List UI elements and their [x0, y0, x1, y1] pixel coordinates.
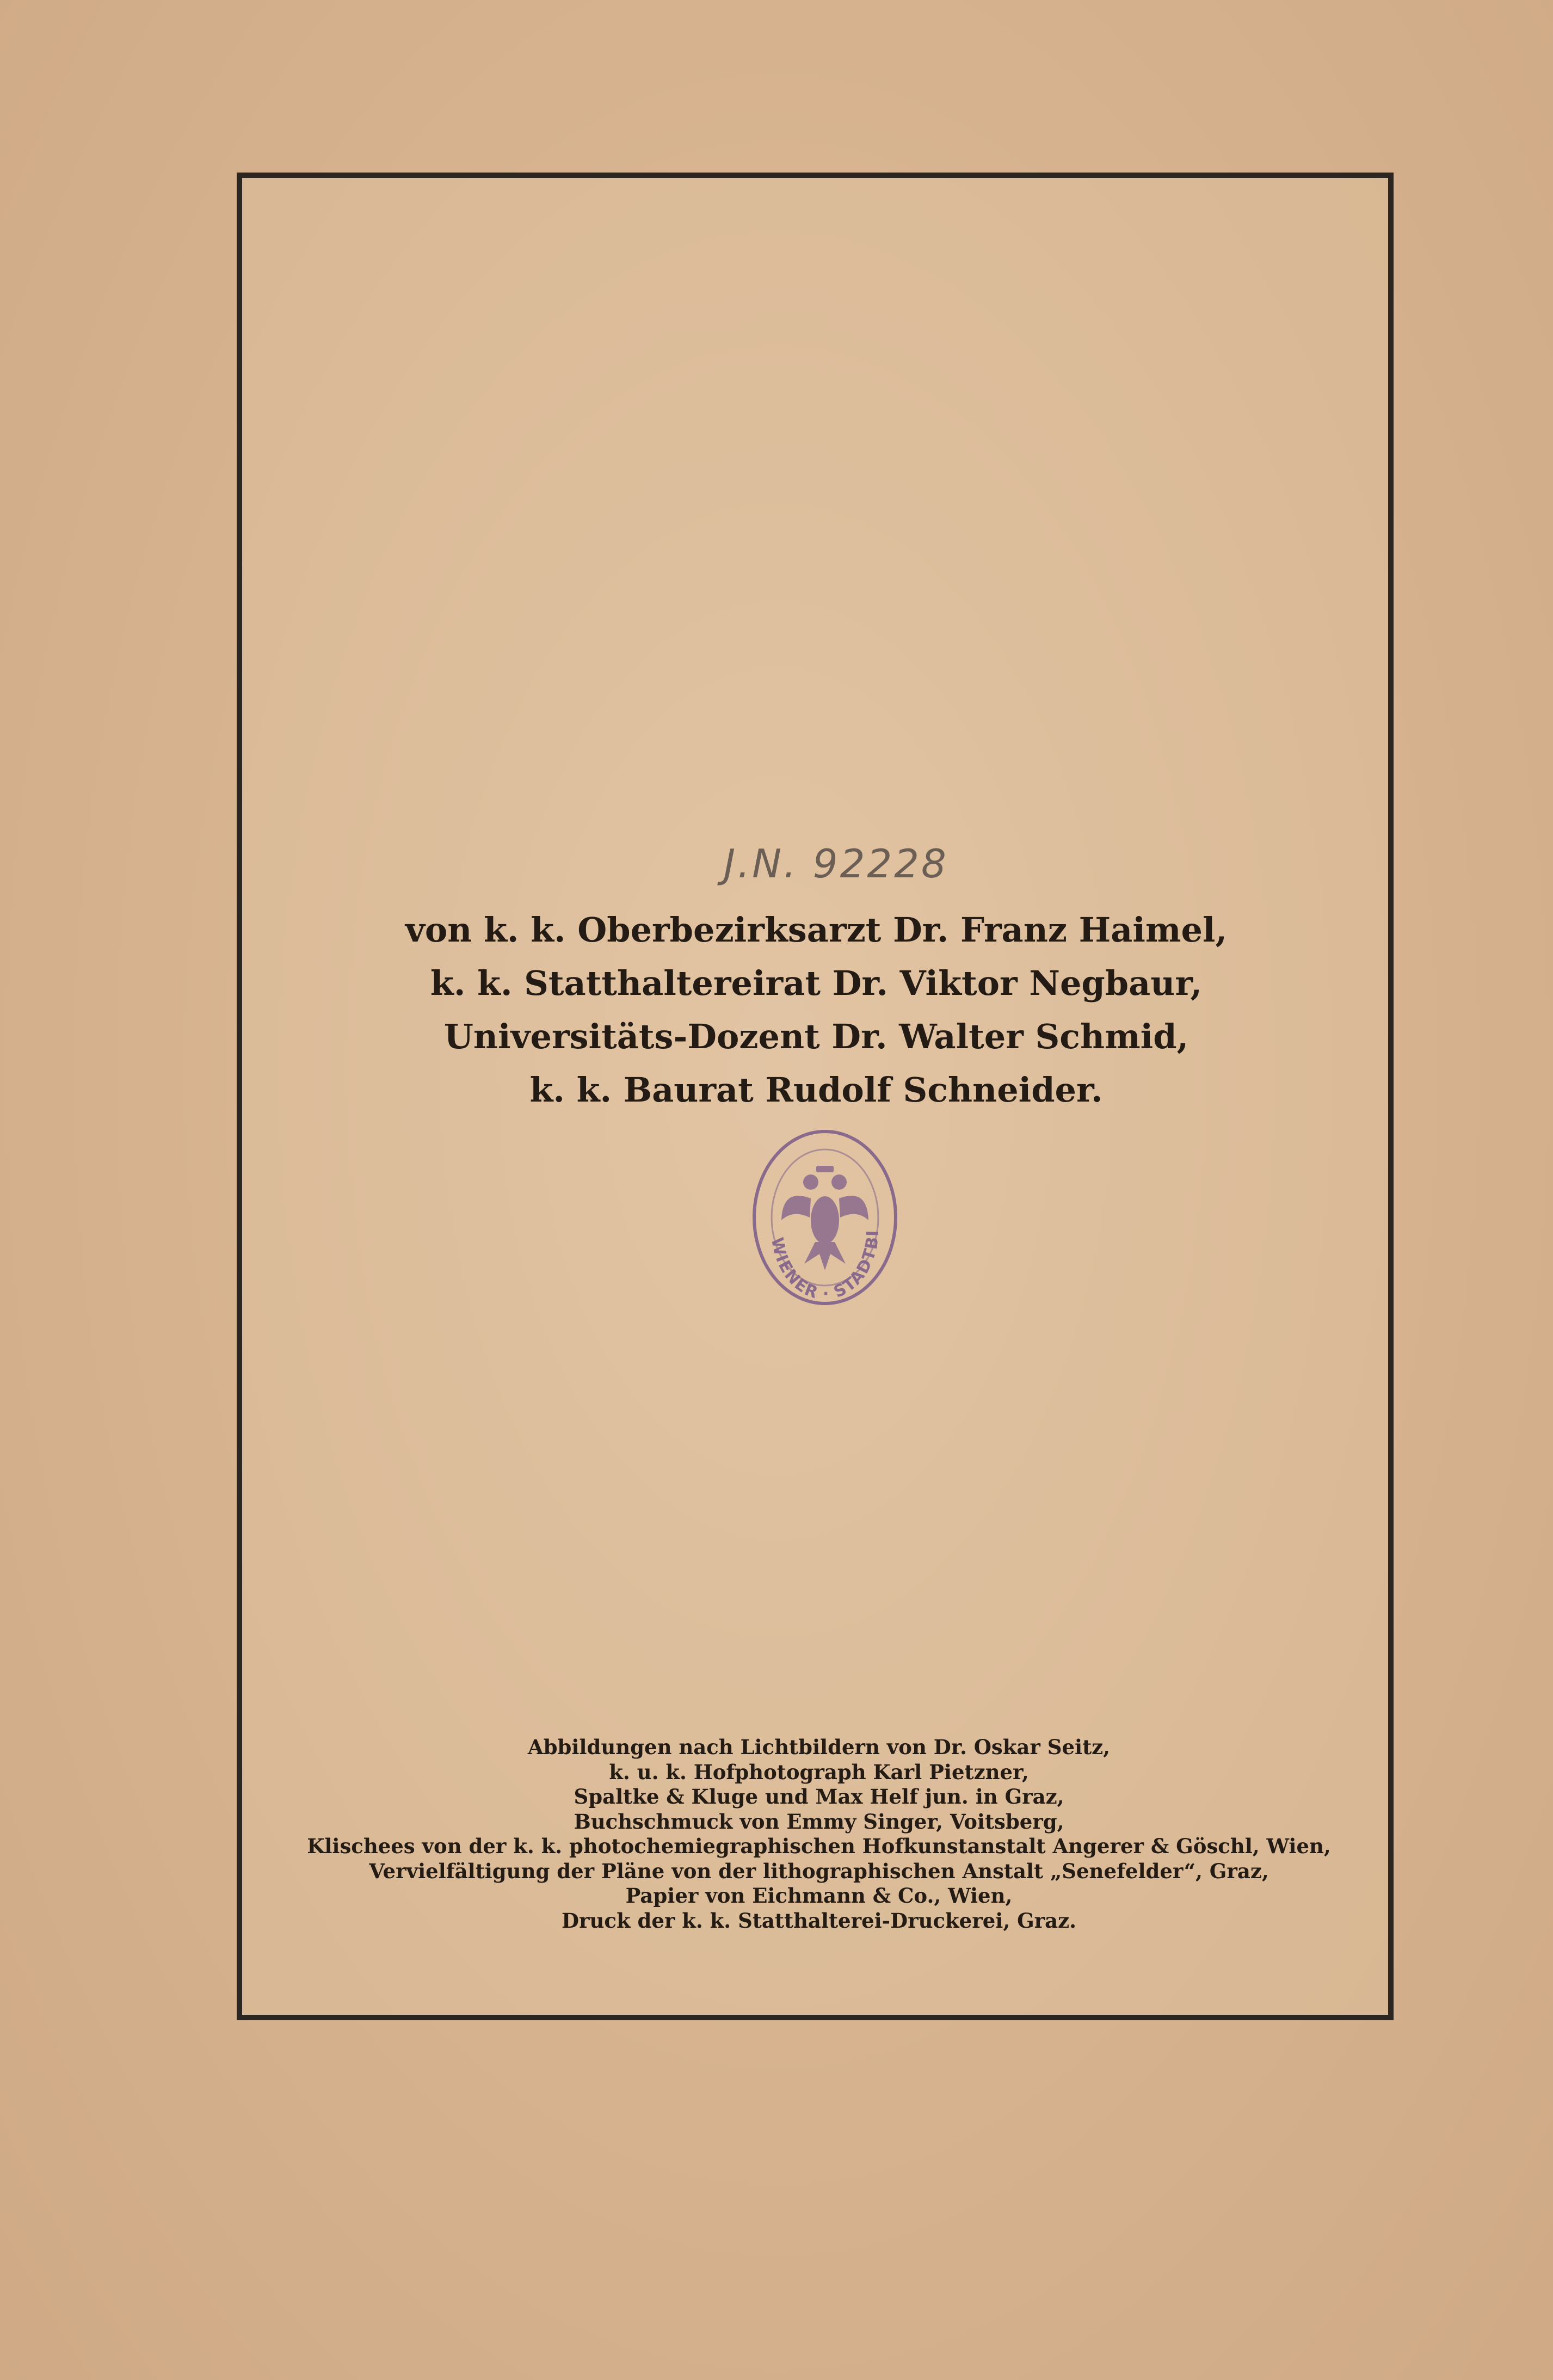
credit-line: Druck der k. k. Statthalterei-Druckerei, Graz.: [561, 1908, 1077, 1933]
credit-line: Buchschmuck von Emmy Singer, Voitsberg,: [574, 1809, 1064, 1834]
author-line: k. k. Statthaltereirat Dr. Viktor Negbaur,: [430, 963, 1203, 1003]
handwritten-inventory-number: J.N. 92228: [724, 841, 948, 887]
stamp-text: WIENER · STADTBI: [767, 1229, 883, 1304]
library-stamp: [750, 1128, 900, 1307]
authors-block: [305, 903, 1328, 1117]
author-line: Universitäts-Dozent Dr. Walter Schmid,: [443, 1017, 1189, 1056]
credit-line: Spaltke & Kluge und Max Helf jun. in Graz,: [574, 1785, 1064, 1809]
credit-line: Abbildungen nach Lichtbildern von Dr. Oskar Seitz,: [527, 1735, 1111, 1759]
credit-line: Vervielfältigung der Pläne von der lithographischen Anstalt „Senefelder“, Graz,: [369, 1859, 1269, 1883]
credit-line: Papier von Eichmann & Co., Wien,: [625, 1884, 1013, 1908]
author-line: k. k. Baurat Rudolf Schneider.: [529, 1070, 1103, 1110]
author-line: von k. k. Oberbezirksarzt Dr. Franz Haimel,: [405, 910, 1228, 950]
double-headed-eagle-icon: [750, 1128, 900, 1307]
credit-line: Klischees von der k. k. photochemiegraphischen Hofkunstanstalt Angerer & Göschl, Wien,: [307, 1834, 1331, 1858]
credits-block: [272, 1735, 1366, 1933]
credit-line: k. u. k. Hofphotograph Karl Pietzner,: [609, 1760, 1029, 1784]
